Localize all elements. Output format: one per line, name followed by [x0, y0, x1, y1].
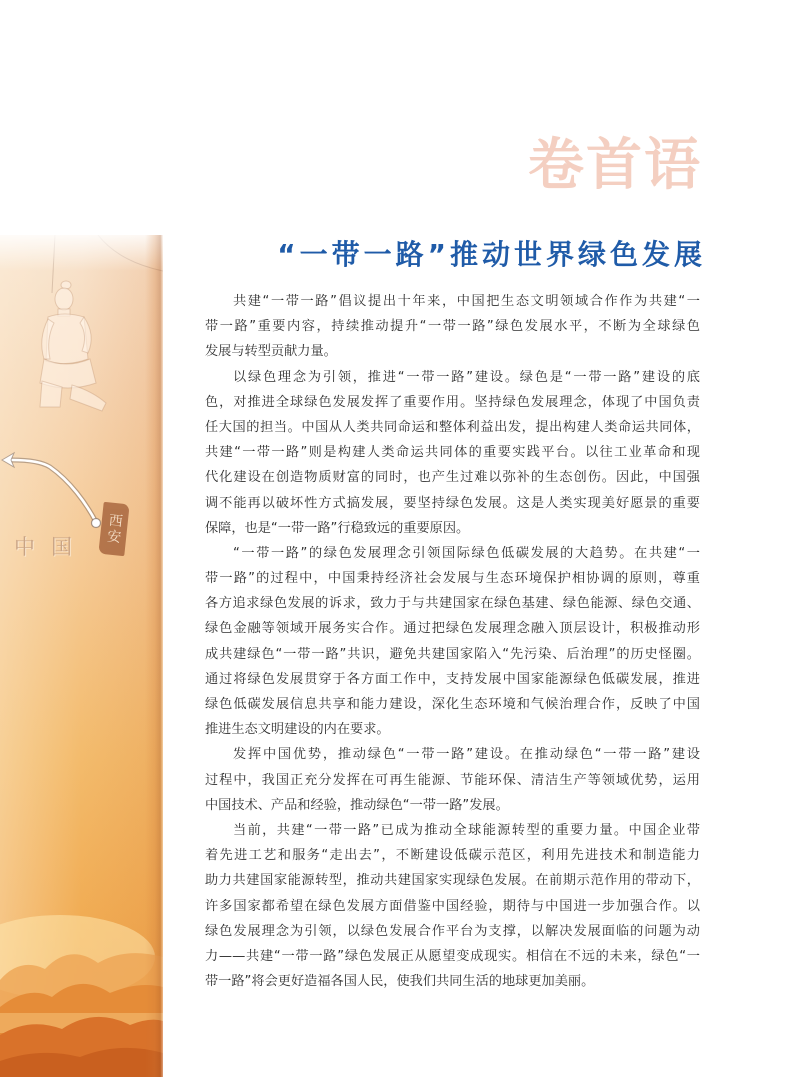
body-line: 成共建绿色“一带一路”共识，避免共建国家陷入“先污染、后治理”的历史怪圈。 — [205, 646, 700, 662]
section-heading: 卷首语 — [528, 132, 702, 198]
panel-artwork — [0, 235, 163, 1077]
paragraph — [205, 365, 700, 541]
body-line: 绿色金融等领域开展务实合作。通过把绿色发展理念融入顶层设计，积极推动形 — [205, 621, 700, 637]
body-line: 通过将绿色发展贯穿于各方面工作中，支持发展中国家能源绿色低碳发展，推进 — [205, 671, 700, 687]
body-line: 保障，也是“一带一路”行稳致远的重要原因。 — [205, 520, 470, 536]
xian-location-dot — [92, 519, 101, 528]
body-line: 绿色发展理念为引领，以绿色发展合作平台为支撑，以解决发展面临的问题为动 — [205, 923, 700, 939]
panel-fold-shadow — [145, 235, 163, 1077]
body-line: 过程中，我国正充分发挥在可再生能源、节能环保、清洁生产等领域优势，运用 — [205, 772, 700, 788]
body-line: 助力共建国家能源转型，推动共建国家实现绿色发展。在前期示范作用的带动下， — [205, 873, 700, 889]
body-line: “一带一路”的绿色发展理念引领国际绿色低碳发展的大趋势。在共建“一 — [233, 545, 700, 561]
body-line: 共建“一带一路”倡议提出十年来，中国把生态文明领域合作作为共建“一 — [233, 294, 700, 309]
city-stamp-xian — [98, 502, 129, 556]
body-line: 各方追求绿色发展的诉求，致力于与共建国家在绿色基建、绿色能源、绿色交通、 — [205, 596, 700, 612]
city-stamp-text: 西安 — [104, 512, 124, 546]
paragraph — [205, 541, 700, 743]
terracotta-warrior-illustration — [40, 281, 106, 411]
body-line: 带一路”的过程中，中国秉持经济社会发展与生态环境保护相协调的原则，尊重 — [205, 571, 700, 587]
decorative-side-panel — [0, 235, 163, 1077]
map-route — [2, 453, 101, 528]
body-line: 任大国的担当。中国从人类共同命运和整体利益出发，提出构建人类命运共同体， — [205, 419, 700, 435]
body-line: 发挥中国优势，推动绿色“一带一路”建设。在推动绿色“一带一路”建设 — [233, 747, 700, 763]
body-line: 推进生态文明建设的内在要求。 — [205, 722, 390, 738]
article-title: “一带一路”推动世界绿色发展 — [277, 238, 706, 271]
route-line — [12, 460, 96, 522]
body-line: 代化建设在创造物质财富的同时，也产生过难以弥补的生态创伤。因此，中国强 — [205, 470, 700, 486]
body-line: 共建“一带一路”则是构建人类命运共同体的重要实践平台。以往工业革命和现 — [205, 445, 700, 461]
body-line: 绿色低碳发展信息共享和能力建设，深化生态环境和气候治理合作，反映了中国 — [205, 697, 700, 712]
body-line: 力——共建“一带一路”绿色发展正从愿望变成现实。相信在不远的未来，绿色“一 — [205, 948, 700, 964]
body-line: 带一路”重要内容，持续推动提升“一带一路”绿色发展水平，不断为全球绿色 — [205, 319, 700, 335]
panel-top-fade — [0, 235, 163, 271]
paragraph — [205, 289, 700, 365]
article-body — [205, 289, 700, 994]
body-line: 中国技术、产品和经验，推动绿色“一带一路”发展。 — [205, 797, 509, 813]
map-label-china: 中国 — [14, 535, 88, 559]
body-line: 色，对推进全球绿色发展发挥了重要作用。坚持绿色发展理念，体现了中国负责 — [205, 394, 700, 410]
body-line: 发展与转型贡献力量。 — [205, 344, 337, 360]
body-line: 当前，共建“一带一路”已成为推动全球能源转型的重要力量。中国企业带 — [233, 822, 700, 838]
body-line: 带一路”将会更好造福各国人民，使我们共同生活的地球更加美丽。 — [205, 974, 595, 990]
body-line: 以绿色理念为引领，推进“一带一路”建设。绿色是“一带一路”建设的底 — [233, 369, 700, 385]
body-line: 调不能再以破坏性方式搞发展，要坚持绿色发展。这是人类实现美好愿景的重要 — [205, 495, 700, 511]
paragraph — [205, 818, 700, 994]
body-line: 许多国家都希望在绿色发展方面借鉴中国经验，期待与中国进一步加强合作。以 — [205, 898, 700, 914]
body-line: 着先进工艺和服务“走出去”，不断建设低碳示范区，利用先进技术和制造能力 — [205, 848, 700, 864]
paragraph — [205, 742, 700, 818]
mountain-range — [0, 915, 163, 1077]
